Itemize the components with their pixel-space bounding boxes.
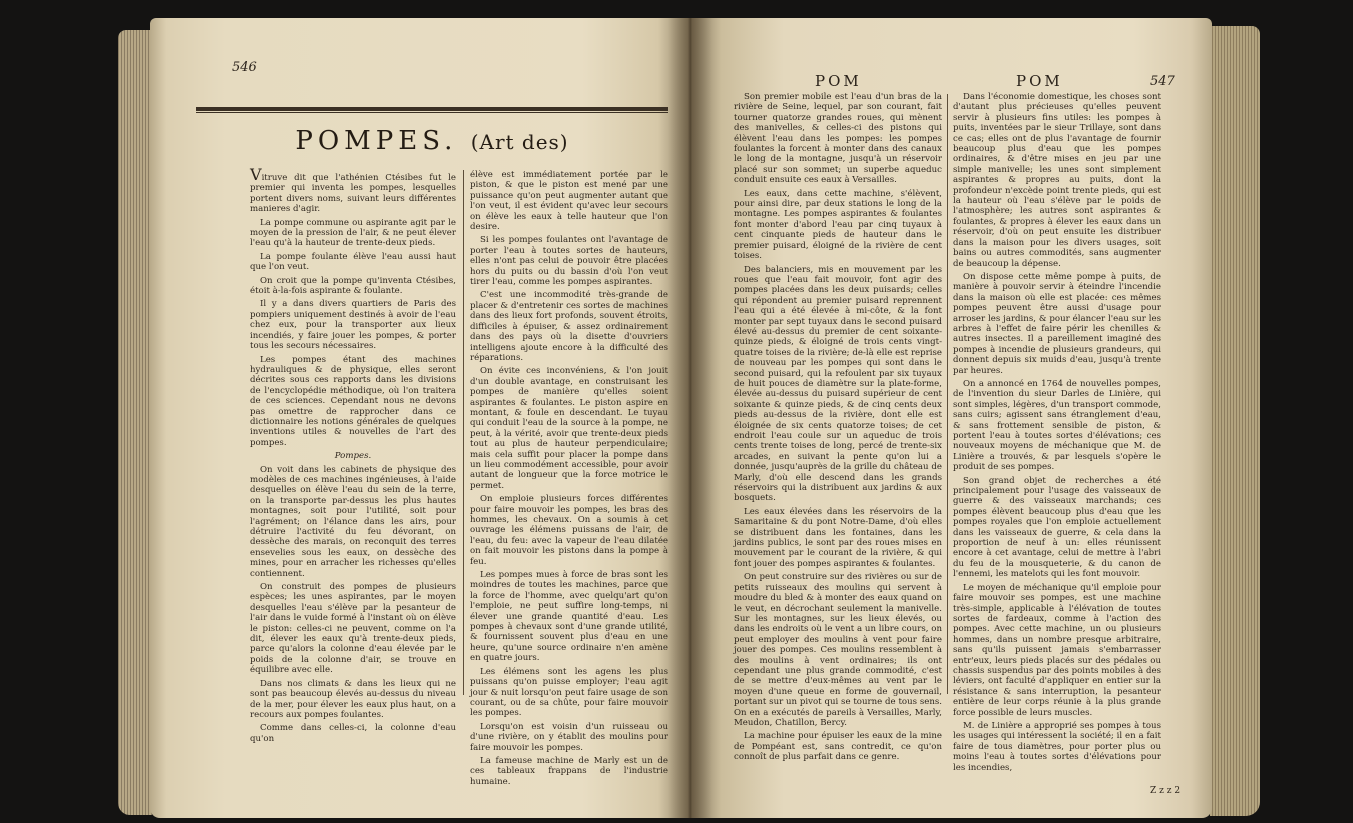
paragraph bbox=[734, 731, 942, 762]
header-rule-thin bbox=[196, 112, 668, 113]
paragraph-text: Des balanciers, mis en mouvement par les roues que l'eau fait mouvoir, font agir des pompes placées dans les deux puisards; celles qui répondent au premier puisard reprennent l'eau qui a été élevée à mi-côte, & la font monter par sept tuyaux dans le second puisard élevé au-dessus du premier de cent soixante-quinze pieds, & éloigné de trois cents vingt-quatre toises de la rivière; de-là elle est reprise de nouveau par les pompes qui sont dans le second puisard, qui la refoulent par six tuyaux de huit pouces de diamètre sur la plate-forme, élevée au-dessus du puisard supérieur de cent soixante & quinze pieds, & de cinq cents deux pieds au-dessus de la rivière, dont elle est éloignée de six cents quatorze toises; de cet endroit l'eau coule sur un aqueduc de trois cents trente toises de long, percé de trente-six arcades, en suivant la pente qu'on lui a donnée, jusqu'auprès de la grille du château de Marly, d'où elle descend dans les grands réservoirs qui la distribuent aux jardins & aux bosquets. bbox=[734, 264, 942, 504]
paragraph-text: Dans nos climats & dans les lieux qui ne sont pas beaucoup élevés au-dessus du niveau de la mer, pour élever les eaux plus haut, on a recours aux pompes foulantes. bbox=[250, 678, 456, 720]
paragraph bbox=[250, 218, 456, 249]
paragraph bbox=[250, 276, 456, 297]
paragraph-text: Les eaux élevées dans les réservoirs de la Samaritaine & du pont Notre-Dame, d'où elles se distribuent dans les fontaines, dans les jardins publics, le sont par des roues mises en mouvement par le courant de la rivière, & qui font jouer des pompes aspirantes & foulantes. bbox=[734, 506, 942, 569]
paragraph-text: Son grand objet de recherches a été principalement pour l'usage des vaisseaux de guerre & des vaisseaux marchands; ces pompes élèvent beaucoup plus d'eau que les pompes royales que l'on emploie actuellement dans les vaisseaux de guerre, & cela dans la proportion de neuf à un: elles réunissent encore à cet avantage, celui de mettre à l'abri du feu de la mousqueterie, & du canon de l'ennemi, les matelots qui les font mouvoir. bbox=[953, 475, 1161, 580]
left-page-column-1 bbox=[250, 165, 456, 744]
right-page-column-1 bbox=[734, 92, 942, 763]
paragraph-text: On a annoncé en 1764 de nouvelles pompes, de l'invention du sieur Darles de Linière, qui sont simples, légères, d'un transport commode, sans cuirs; agissent sans étranglement d'eau, & sans frottement sensible de piston, & portent l'eau à toutes sortes d'élévations; ces nouveaux moyens de méchanique que M. de Linière a trouvés, & par lesquels s'opère le produit de ses pompes. bbox=[953, 378, 1161, 473]
paragraph bbox=[734, 572, 942, 728]
paragraph bbox=[734, 92, 942, 186]
paragraph bbox=[953, 92, 1161, 269]
paragraph-text: Les pompes mues à force de bras sont les moindres de toutes les machines, parce que la force de l'homme, avec quelqu'art qu'on l'emploie, ne peut suffire long-temps, ni élever une grande quantité d'eau. Les pompes à chevaux sont d'une grande utilité, & fournissent souvent plus d'eau en une heure, qu'une source ordinaire n'en amène en quatre jours. bbox=[470, 570, 668, 664]
paragraph-text: Comme dans celles-ci, la colonne d'eau qu'on bbox=[250, 723, 456, 744]
column-divider-right bbox=[947, 94, 948, 694]
left-page-edges bbox=[118, 30, 152, 815]
paragraph-text: Les eaux, dans cette machine, s'élèvent, pour ainsi dire, par deux stations le long de la montagne. Les pompes aspirantes & foulantes font monter d'abord l'eau par cinq tuyaux à cent cinquante pieds de hauteur dans le premier puisard, éloigné de la rivière de cent toises. bbox=[734, 188, 942, 262]
paragraph bbox=[250, 723, 456, 744]
paragraph bbox=[470, 290, 668, 363]
paragraph-text: On emploie plusieurs forces différentes pour faire mouvoir les pompes, les bras des hommes, les chevaux. On a soumis à cet ouvrage les élémens puissans de l'air, de l'eau, du feu: avec la vapeur de l'eau dilatée on fait mouvoir les pistons dans la pompe à feu. bbox=[470, 494, 668, 567]
paragraph-text: La pompe commune ou aspirante agit par le moyen de la pression de l'air, & ne peut élever l'eau qu'à la hauteur de trente-deux pieds. bbox=[250, 217, 456, 249]
paragraph-text: M. de Linière a approprié ses pompes à tous les usages qui intéressent la société; il en a fait faire de tous diamètres, pour porter plus ou moins l'eau à toutes sortes d'élévations pour les incendies, bbox=[953, 720, 1161, 773]
paragraph bbox=[470, 756, 668, 787]
article-title bbox=[196, 126, 668, 156]
paragraph-text: On évite ces inconvéniens, & l'on jouit d'un double avantage, en construisant les pompes de manière qu'elles soient aspirantes & foulantes. Le piston aspire en montant, & foule en descendant. Le tuyau qui conduit l'eau de la source à la pompe, ne peut, à la vérité, avoir que trente-deux pieds tout au plus de hauteur perpendiculaire; mais cela suffit pour placer la pompe dans un lieu commodément accessible, pour avoir autant de longueur que la force motrice le permet. bbox=[470, 366, 668, 491]
paragraph-text: Dans l'économie domestique, les choses sont d'autant plus précieuses qu'elles peuvent servir à plusieurs fins utiles: les pompes à puits, inventées par le sieur Trillaye, sont dans ce cas; elles ont de plus l'avantage de fournir beaucoup plus d'eau que les pompes ordinaires, & d'être mises en jeu par une simple manivelle; les unes sont simplement aspirantes & propres au puits, dont la profondeur n'excède point trente pieds, qui est la hauteur où l'eau s'élève par le poids de l'atmosphère; les autres sont aspirantes & foulantes, & propres à élever les eaux dans un réservoir, d'où on peut ensuite les distribuer dans la maison pour les divers usages, soit bains ou autres commodités, sans augmenter de beaucoup la dépense. bbox=[953, 92, 1161, 269]
paragraph bbox=[250, 355, 456, 449]
drop-cap: V bbox=[250, 165, 262, 184]
paragraph-text: La fameuse machine de Marly est un de ces tableaux frappans de l'industrie humaine. bbox=[470, 755, 668, 787]
paragraph-text: itruve dit que l'athénien Ctésibes fut le premier qui inventa les pompes, lesquelles portent divers noms, suivant leurs différentes manieres d'agir. bbox=[250, 173, 456, 215]
paragraph bbox=[250, 582, 456, 676]
paragraph bbox=[734, 189, 942, 262]
signature-mark: Z z z 2 bbox=[1150, 786, 1181, 796]
paragraph bbox=[470, 235, 668, 287]
paragraph bbox=[734, 265, 942, 504]
paragraph bbox=[470, 722, 668, 753]
paragraph bbox=[250, 165, 456, 215]
left-page-column-2 bbox=[470, 170, 668, 787]
paragraph bbox=[470, 366, 668, 491]
paragraph bbox=[250, 465, 456, 579]
section-heading bbox=[250, 451, 456, 461]
running-head-left: POM bbox=[815, 72, 862, 90]
paragraph-text: On dispose cette même pompe à puits, de manière à pouvoir servir à éteindre l'incendie dans la maison où elle est placée: ces mêmes pompes peuvent être aussi d'usage pour arroser les jardins, & pour élancer l'eau sur les arbres à l'effet de faire périr les chenilles & autres insectes. Il a pareillement imaginé des pompes à incendie de plusieurs grandeurs, qui donnent depuis six muids d'eau, jusqu'à trente par heures. bbox=[953, 271, 1161, 376]
paragraph-text: C'est une incommodité très-grande de placer & d'entretenir ces sortes de machines dans des lieux fort profonds, souvent étroits, difficiles à épuiser, & assez ordinairement dans des pays où la disette d'ouvriers intelligens ajoute encore à la difficulté des réparations. bbox=[470, 290, 668, 363]
paragraph-text: Si les pompes foulantes ont l'avantage de porter l'eau à toutes sortes de hauteurs, elles n'ont pas celui de pouvoir être placées hors du puits ou du bassin d'où l'on veut tirer l'eau, comme les pompes aspirantes. bbox=[470, 235, 668, 288]
paragraph-text: Lorsqu'on est voisin d'un ruisseau ou d'une rivière, on y établit des moulins pour faire mouvoir les pompes. bbox=[470, 721, 668, 753]
paragraph bbox=[250, 299, 456, 351]
paragraph bbox=[250, 679, 456, 721]
right-page-edges bbox=[1210, 26, 1260, 816]
paragraph bbox=[953, 721, 1161, 773]
header-rule bbox=[196, 107, 668, 111]
left-page-number: 546 bbox=[232, 60, 257, 75]
paragraph bbox=[470, 494, 668, 567]
book-gutter bbox=[668, 18, 712, 818]
paragraph-text: La pompe foulante élève l'eau aussi haut que l'on veut. bbox=[250, 251, 456, 273]
paragraph-text: On construit des pompes de plusieurs espèces; les unes aspirantes, par le moyen desquelles l'eau s'élève par la pesanteur de l'air dans le vuide formé à l'instant où on élève le piston: celles-ci ne peuvent, comme on l'a dit, élever les eaux qu'à trente-deux pieds, parce qu'alors la colonne d'eau élevée par le poids de la colonne d'air, se trouve en équilibre avec elle. bbox=[250, 582, 456, 676]
right-page-number: 547 bbox=[1150, 74, 1175, 89]
article-title-main: POMPES. bbox=[295, 126, 458, 156]
paragraph-text: Il y a dans divers quartiers de Paris des pompiers uniquement destinés à avoir de l'eau chez eux, pour la transporter aux lieux incendiés, y faire jouer les pompes, & porter tous les secours nécessaires. bbox=[250, 299, 456, 352]
paragraph-text: élève est immédiatement portée par le piston, & que le piston est mené par une puissance qu'on peut augmenter autant que l'on veut, il est évident qu'avec leur secours on élève les eaux à telle hauteur que l'on desire. bbox=[470, 170, 668, 233]
paragraph bbox=[470, 170, 668, 232]
paragraph bbox=[470, 570, 668, 664]
paragraph bbox=[953, 272, 1161, 376]
paragraph-text: Les pompes étant des machines hydrauliques & de physique, elles seront décrites sous ces rapports dans les divisions de l'encyclopédie méthodique, où l'on traitera de ces sciences. Cependant nous ne devons pas omettre de rapprocher dans ce dictionnaire les notions générales de quelques inventions utiles & nouvelles de l'art des pompes. bbox=[250, 354, 456, 448]
paragraph-text: Son premier mobile est l'eau d'un bras de la rivière de Seine, lequel, par son courant, fait tourner quatorze grandes roues, qui mènent des manivelles, & celles-ci des pistons qui élèvent l'eau dans les pompes: les pompes foulantes la forcent à monter dans des canaux le long de la montagne, jusqu'à un réservoir placé sur son sommet; un superbe aqueduc conduit ensuite ces eaux à Versailles. bbox=[734, 92, 942, 186]
paragraph-text: Les élémens sont les agens les plus puissans qu'on puisse employer; l'eau agit jour & nuit lorsqu'on peut faire usage de son courant, ou de sa chûte, pour faire mouvoir les pompes. bbox=[470, 666, 668, 719]
paragraph-text: Le moyen de méchanique qu'il emploie pour faire mouvoir ses pompes, est une machine très-simple, applicable à l'élévation de toutes sortes de fardeaux, comme à l'action des pompes. Avec cette machine, un ou plusieurs hommes, dans un nombre presque arbitraire, sans qu'ils puissent jamais s'embarrasser entr'eux, leurs pieds placés sur des pédales ou chassis suspendus par des points mobiles à des léviers, ont faculté d'appliquer en entier sur la résistance & sans interruption, la pesanteur entière de leur corps réunie à la plus grande force possible de leurs muscles. bbox=[953, 582, 1161, 718]
paragraph-text: Pompes. bbox=[334, 451, 372, 462]
paragraph-text: On voit dans les cabinets de physique des modèles de ces machines ingénieuses, à l'aide desquelles on élève l'eau du sein de la terre, on la transporte par-dessus les plus hautes montagnes, soit pour l'utilité, soit pour l'agrément; on l'élance dans les airs, pour détruire l'activité du feu dévorant, on dessèche des marais, on reconquit des terres ensevelies sous les eaux, on dessèche des mines, pour en arracher les richesses qu'elles contiennent. bbox=[250, 464, 456, 579]
paragraph bbox=[734, 507, 942, 569]
paragraph-text: La machine pour épuiser les eaux de la mine de Pompéant est, sans contredit, ce qu'on connoît de plus parfait dans ce genre. bbox=[734, 731, 942, 763]
paragraph bbox=[953, 379, 1161, 473]
paragraph-text: On peut construire sur des rivières ou sur de petits ruisseaux des moulins qui servent à moudre du bled & à monter des eaux quand on le veut, en décrochant seulement la manivelle. Sur les montagnes, sur les lieux élevés, ou dans les endroits où le vent a un libre cours, on peut employer des moulins à vent pour faire jouer des pompes. Ces moulins ressemblent à des moulins à vent ordinaires; ils ont cependant une plus grande commodité, c'est de se mettre d'eux-mêmes au vent par le moyen d'une queue en forme de gouvernail, portant sur un pivot qui se tourne de tous sens. On en a exécutés de pareils à Versailles, Marly, Meudon, Chatillon, Bercy. bbox=[734, 572, 942, 728]
column-divider bbox=[463, 170, 464, 695]
paragraph bbox=[470, 667, 668, 719]
paragraph bbox=[953, 583, 1161, 718]
paragraph-text: On croit que la pompe qu'inventa Ctésibes, étoit à-la-fois aspirante & foulante. bbox=[250, 275, 456, 297]
article-title-sub: (Art des) bbox=[470, 130, 569, 154]
paragraph bbox=[250, 252, 456, 273]
running-head-right: POM bbox=[1016, 72, 1063, 90]
paragraph bbox=[953, 476, 1161, 580]
right-page-column-2 bbox=[953, 92, 1161, 784]
